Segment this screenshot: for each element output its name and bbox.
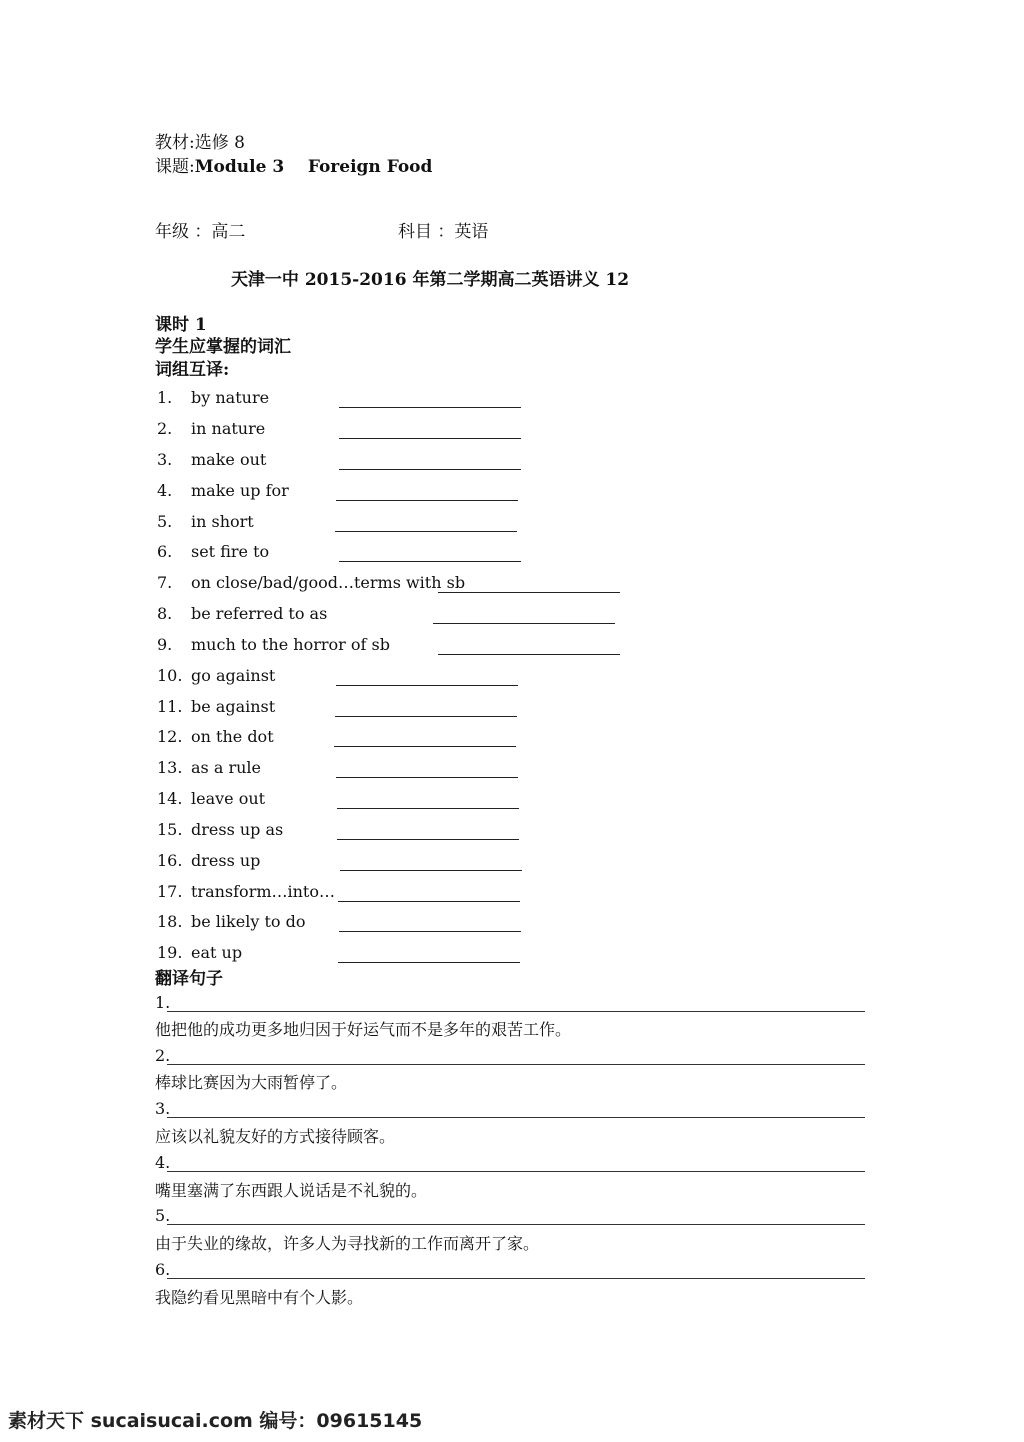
answer-line[interactable] [167, 1117, 865, 1118]
grade-label: 年级 ：高二 [155, 222, 246, 242]
topic-line [155, 152, 432, 177]
subject-label: 科目 ：英语 [398, 222, 489, 242]
answer-blank[interactable] [438, 592, 620, 593]
answer-blank[interactable] [338, 901, 520, 902]
answer-blank[interactable] [340, 870, 522, 871]
answer-blank[interactable] [339, 407, 521, 408]
answer-blank[interactable] [339, 561, 521, 562]
answer-line[interactable] [167, 1171, 865, 1172]
answer-blank[interactable] [335, 716, 517, 717]
answer-blank[interactable] [337, 839, 519, 840]
answer-blank[interactable] [433, 623, 615, 624]
answer-blank[interactable] [339, 438, 521, 439]
translate-heading: 翻译句子 [155, 969, 223, 989]
answer-line[interactable] [167, 1011, 865, 1012]
watermark-text: 素材天下 sucaisucai.com 编号：09615145 [8, 1410, 423, 1432]
answer-blank[interactable] [339, 469, 521, 470]
page-title: 天津一中 2015-2016 年第二学期高二英语讲义 12 [230, 270, 630, 290]
phrase-heading: 词组互译: [155, 360, 230, 380]
answer-blank[interactable] [336, 500, 518, 501]
vocab-heading: 学生应掌握的词汇 [155, 337, 291, 357]
lesson-heading: 课时 1 [155, 315, 207, 335]
answer-blank[interactable] [334, 746, 516, 747]
textbook-label: 教材:选修 8 [155, 133, 245, 153]
answer-line[interactable] [167, 1064, 865, 1065]
answer-blank[interactable] [336, 777, 518, 778]
answer-blank[interactable] [338, 962, 520, 963]
topic-prefix: 课题: [155, 157, 195, 177]
answer-blank[interactable] [335, 531, 517, 532]
answer-line[interactable] [167, 1278, 865, 1279]
answer-blank[interactable] [336, 685, 518, 686]
answer-blank[interactable] [438, 654, 620, 655]
answer-blank[interactable] [339, 931, 521, 932]
answer-line[interactable] [167, 1224, 865, 1225]
topic-value: Module 3 Foreign Food [194, 157, 433, 177]
answer-blank[interactable] [337, 808, 519, 809]
